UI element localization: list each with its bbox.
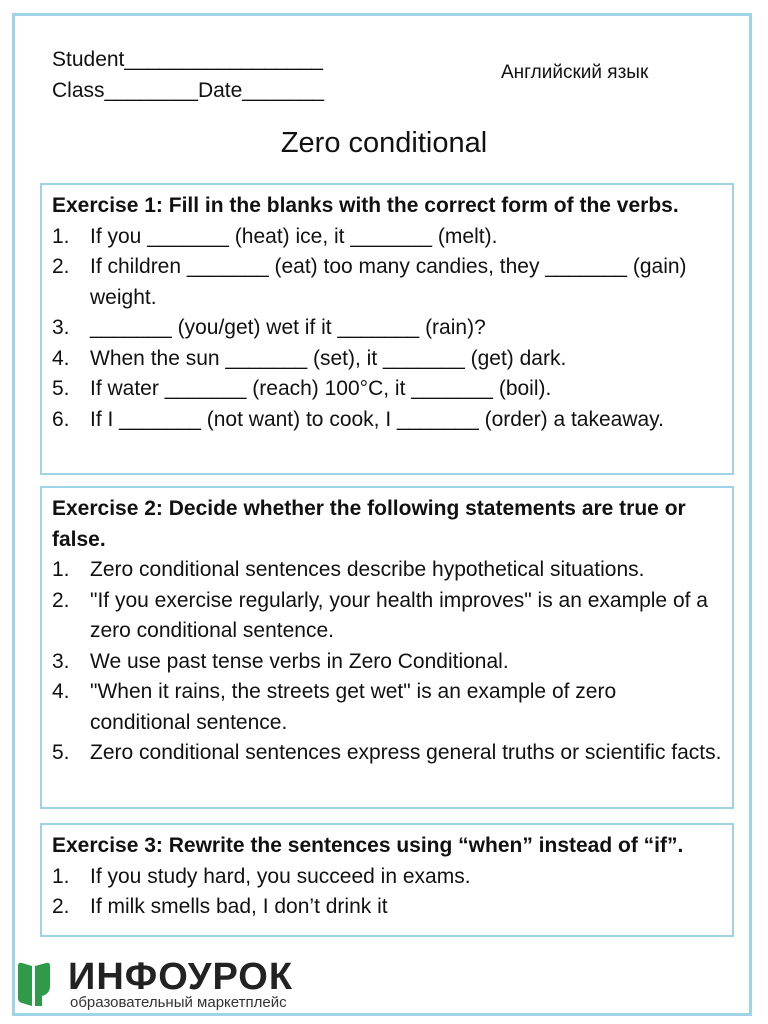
item-text: If children _______ (eat) too many candies, they _______ (gain) weight.	[90, 255, 687, 309]
item-number: 3.	[52, 316, 70, 339]
item-number: 1.	[52, 558, 70, 581]
exercise-1-list	[52, 222, 722, 436]
list-item	[52, 374, 722, 405]
item-text: If water _______ (reach) 100°C, it _______ (boil).	[90, 377, 552, 400]
page-title: Zero conditional	[280, 127, 488, 159]
item-text: "If you exercise regularly, your health improves" is an example of a zero conditional sentence.	[90, 588, 708, 642]
item-number: 4.	[52, 680, 70, 703]
list-item	[52, 313, 722, 344]
item-text: When the sun _______ (set), it _______ (get) dark.	[90, 346, 567, 370]
list-item	[52, 252, 722, 313]
item-number: 2.	[52, 255, 70, 278]
exercise-3-title: Exercise 3: Rewrite the sentences using “when” instead of “if”.	[52, 834, 684, 857]
item-text: _______ (you/get) wet if it _______ (rain)?	[90, 316, 486, 339]
class-date-line: Class________Date_______	[52, 79, 325, 102]
list-item	[52, 647, 722, 678]
exercise-1-box	[40, 183, 734, 475]
item-number: 3.	[52, 649, 70, 673]
item-number: 1.	[52, 864, 70, 888]
item-number: 6.	[52, 407, 70, 431]
exercise-3-box	[40, 823, 734, 937]
item-number: 4.	[52, 346, 70, 370]
item-text: We use past tense verbs in Zero Conditional.	[90, 649, 509, 673]
list-item	[52, 555, 722, 586]
item-text: If you _______ (heat) ice, it _______ (melt).	[90, 224, 498, 248]
exercise-2-list	[52, 555, 722, 769]
item-number: 2.	[52, 895, 70, 918]
student-line: Student_________________	[52, 48, 323, 71]
list-item	[52, 344, 722, 375]
exercise-1-title: Exercise 1: Fill in the blanks with the correct form of the verbs.	[52, 194, 679, 217]
item-number: 2.	[52, 588, 70, 612]
item-text: If I _______ (not want) to cook, I _______ (order) a takeaway.	[90, 407, 664, 431]
item-text: "When it rains, the streets get wet" is an example of zero conditional sentence.	[90, 680, 617, 734]
list-item	[52, 586, 722, 647]
list-item	[52, 677, 722, 738]
item-number: 1.	[52, 224, 70, 248]
item-text: Zero conditional sentences describe hypothetical situations.	[90, 558, 645, 581]
logo-subtitle: образовательный маркетплейс	[70, 994, 287, 1011]
item-number: 5.	[52, 741, 70, 764]
list-item	[52, 738, 722, 769]
list-item	[52, 405, 722, 436]
infourok-logo	[16, 956, 336, 1012]
item-text: If you study hard, you succeed in exams.	[90, 864, 471, 888]
list-item	[52, 222, 722, 253]
item-text: If milk smells bad, I don’t drink it	[90, 895, 388, 918]
subject-label: Английский язык	[501, 62, 649, 83]
student-info	[52, 44, 324, 106]
item-text: Zero conditional sentences express general truths or scientific facts.	[90, 741, 722, 764]
exercise-2-box	[40, 486, 734, 809]
logo-name: ИНФОУРОК	[68, 956, 294, 998]
list-item	[52, 892, 722, 923]
exercise-3-list	[52, 862, 722, 923]
infourok-logo-icon	[16, 960, 60, 1008]
list-item	[52, 862, 722, 893]
item-number: 5.	[52, 377, 70, 400]
exercise-2-title: Exercise 2: Decide whether the following statements are true or false.	[52, 497, 686, 551]
